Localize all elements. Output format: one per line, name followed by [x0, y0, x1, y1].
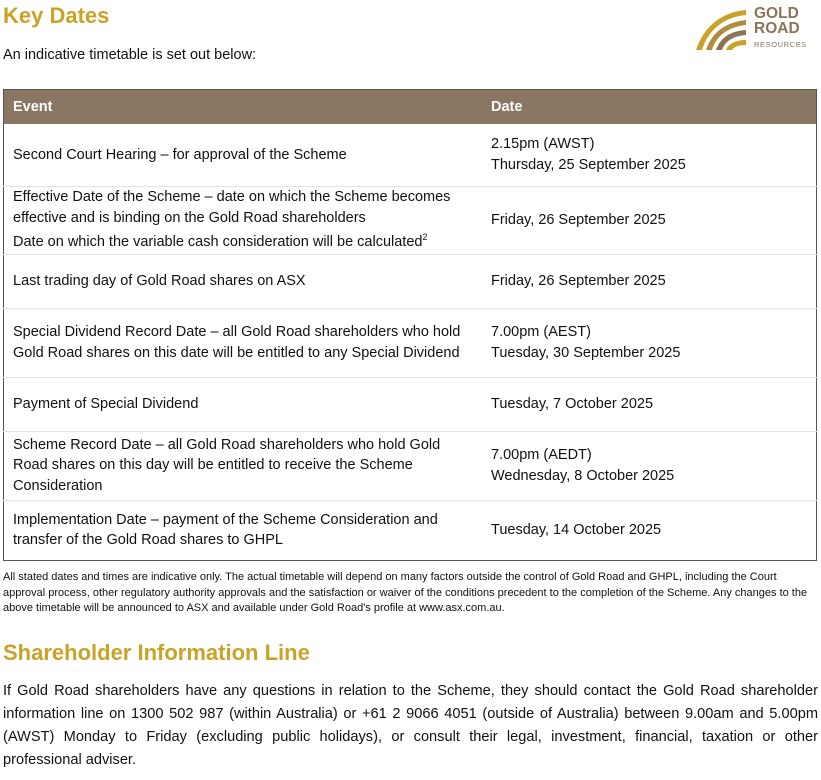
date-cell: [482, 377, 817, 431]
date-text: 2.15pm (AWST): [491, 136, 595, 153]
logo-line-resources: RESOURCES: [754, 40, 807, 49]
logo-line-road: ROAD: [754, 20, 800, 37]
event-cell: [4, 308, 483, 377]
event-text: Effective Date of the Scheme – date on which the Scheme becomes effective and is binding on the Gold Road shareholders: [13, 189, 451, 226]
date-cell: [482, 500, 817, 560]
date-text: Thursday, 25 September 2025: [491, 156, 686, 173]
date-text: Friday, 26 September 2025: [491, 272, 666, 289]
event-cell: [4, 254, 483, 308]
date-cell: [482, 431, 817, 500]
event-text: Last trading day of Gold Road shares on ASX: [13, 272, 306, 289]
event-cell: [4, 377, 483, 431]
date-text: Tuesday, 7 October 2025: [491, 395, 654, 412]
date-cell: [482, 124, 817, 186]
table-row: [4, 431, 817, 500]
event-text: Date on which the variable cash consideration will be calculated$^2$: [13, 232, 428, 251]
table-body: [4, 124, 817, 560]
event-text: Implementation Date – payment of the Scheme Consideration and transfer of the Gold Road shares to GHPL: [13, 511, 438, 548]
event-text: Payment of Special Dividend: [13, 395, 199, 412]
footnote-marker: 2: [422, 232, 428, 243]
table-row: [4, 254, 817, 308]
section-heading: Shareholder Information Line: [3, 640, 310, 665]
date-cell: [482, 186, 817, 254]
logo-line-gold: GOLD: [754, 5, 799, 22]
logo-wordmark: [754, 6, 800, 36]
event-text: Second Court Hearing – for approval of the Scheme: [13, 146, 347, 163]
date-text: Tuesday, 30 September 2025: [491, 344, 681, 361]
intro-text: An indicative timetable is set out below:: [3, 47, 257, 63]
table-row: [4, 308, 817, 377]
event-text: Scheme Record Date – all Gold Road shareholders who hold Gold Road shares on this day will be entitled to receive the Scheme Consideration: [13, 436, 441, 494]
key-dates-table: [3, 89, 817, 561]
event-cell: [4, 500, 483, 560]
table-header-row: [4, 90, 817, 125]
date-column-header: Date: [482, 90, 817, 125]
event-cell: [4, 186, 483, 254]
page-title: Key Dates: [3, 3, 110, 28]
date-text: Friday, 26 September 2025: [491, 211, 666, 228]
table-row: [4, 500, 817, 560]
date-cell: [482, 308, 817, 377]
event-cell: [4, 431, 483, 500]
event-column-header: Event: [4, 90, 483, 125]
event-cell: [4, 124, 483, 186]
date-cell: [482, 254, 817, 308]
date-text: 7.00pm (AEST): [491, 324, 591, 340]
date-text: Tuesday, 14 October 2025: [491, 521, 662, 538]
company-logo: [694, 6, 818, 52]
event-text: Special Dividend Record Date – all Gold Road shareholders who hold Gold Road shares on this date will be entitled to any Special Dividend: [13, 324, 461, 361]
table-row: [4, 186, 817, 254]
logo-mark-icon: [694, 6, 748, 52]
section-body: If Gold Road shareholders have any questions in relation to the Scheme, they should contact the Gold Road shareholder information line on 1300 502 987 (within Australia) or +61 2 9066 4051 (outside of Australia) between 9.00am and 5.00pm (AWST) Monday to Friday (excluding public holidays), or consult their legal, investment, financial, taxation or other professional adviser.: [3, 683, 818, 768]
date-text: Wednesday, 8 October 2025: [491, 467, 675, 484]
timetable-note: All stated dates and times are indicative only. The actual timetable will depend on many factors outside the control of Gold Road and GHPL, including the Court approval process, other regulatory authority approvals and the satisfaction or waiver of the conditions precedent to the completion of the Scheme. Any changes to the above timetable will be announced to ASX and available under Gold Road's profile at www.asx.com.au.: [3, 571, 808, 614]
date-text: 7.00pm (AEDT): [491, 447, 592, 463]
table-row: [4, 377, 817, 431]
table-row: [4, 124, 817, 186]
